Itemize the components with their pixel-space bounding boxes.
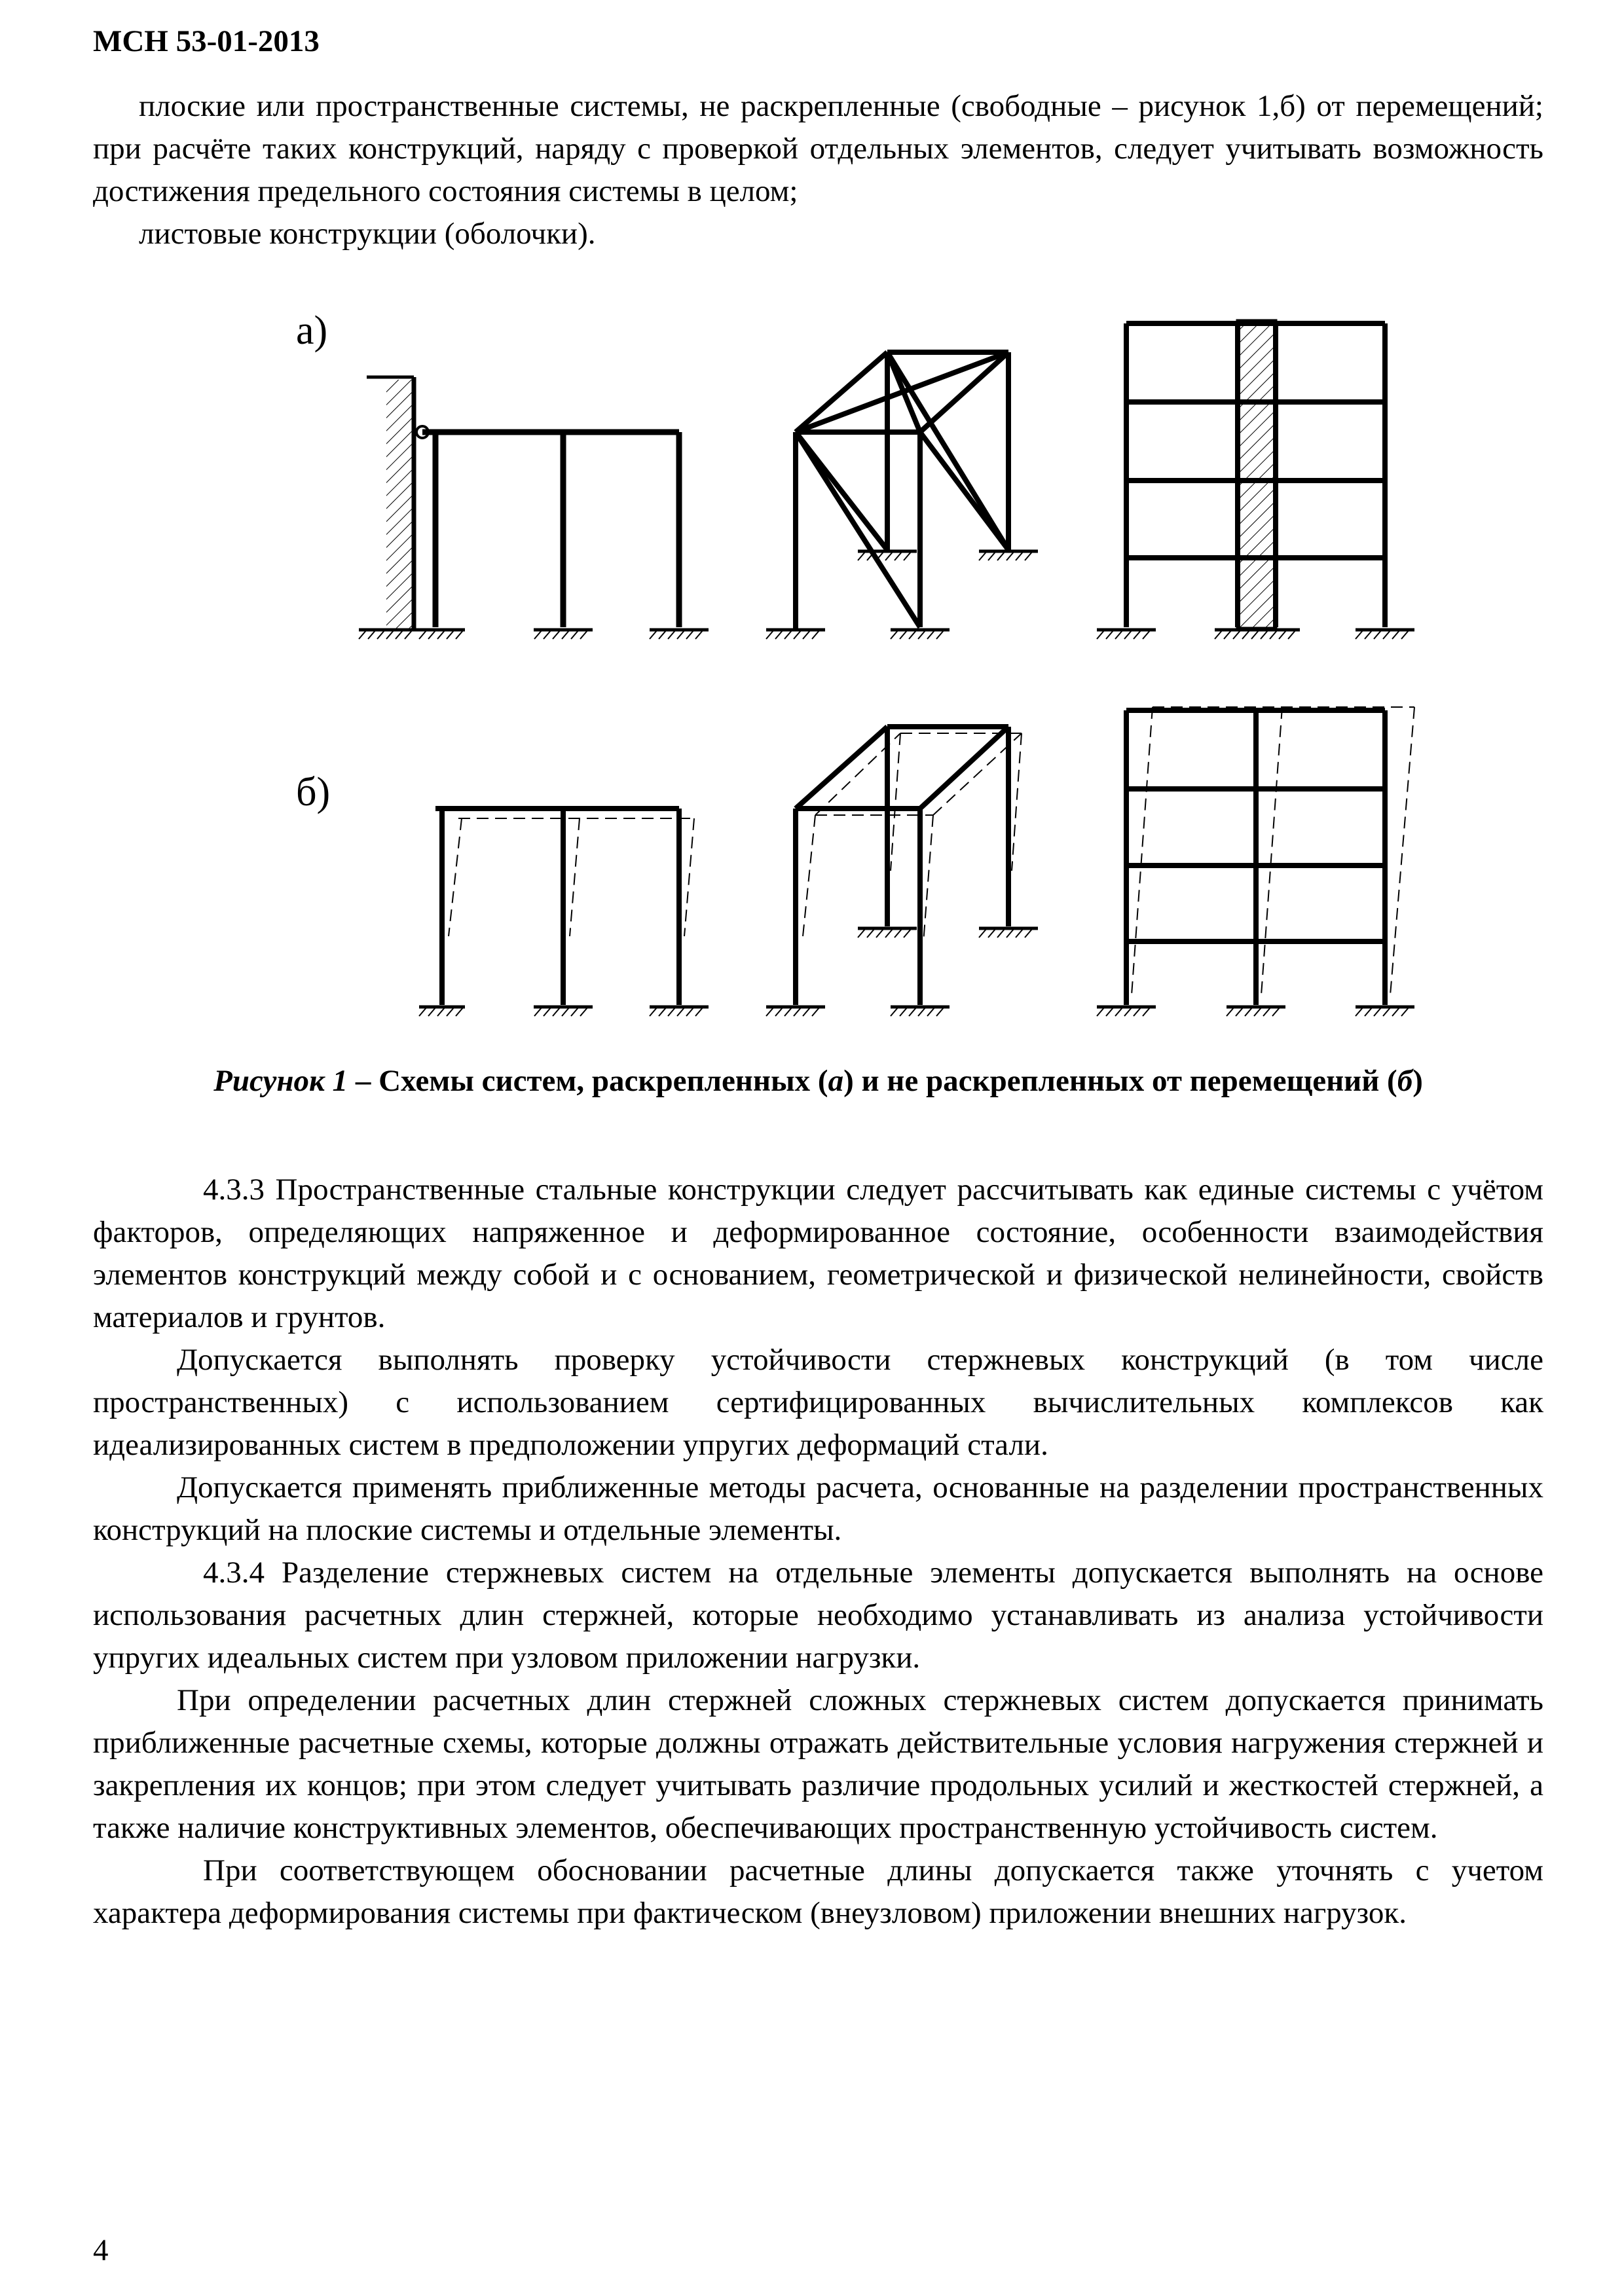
intro-paragraph-1: плоские или пространственные системы, не раскрепленные (свободные – рисунок 1,б) от перемещений; при расчёте таких конструкций, наряду с проверкой отдельных элементов, следует учитывать возможность достижения предельного состояния системы в целом;	[93, 89, 1543, 208]
frame-b1-unbraced	[419, 809, 709, 1016]
figure-1-diagram	[0, 301, 1624, 1034]
figure-caption	[93, 1061, 1543, 1101]
intro-paragraph-2: листовые конструкции (оболочки).	[139, 217, 596, 251]
frame-a3-multistorey-with-core	[1097, 321, 1414, 639]
caption-text-2: ) и не раскрепленных от перемещений (	[843, 1064, 1397, 1098]
paragraph-433-1: 4.3.3 Пространственные стальные конструкции следует рассчитывать как единые системы с учётом факторов, определяющих напряженное и деформированное состояние, особенности взаимодействия элементов конструкций между собой и с основанием, геометрической и физической нелинейности, свойств материалов и грунтов.	[93, 1173, 1543, 1334]
page-number: 4	[93, 2233, 109, 2267]
caption-a: а	[828, 1064, 844, 1098]
frame-a2-spatial-braced	[766, 352, 1038, 639]
paragraph-433-2: Допускается выполнять проверку устойчивости стержневых конструкций (в том числе пространственных) с использованием сертифицированных вычислительных комплексов как идеализированных систем в предположении упругих деформаций стали.	[93, 1343, 1543, 1462]
document-code: МСН 53-01-2013	[93, 24, 320, 58]
body-text	[93, 1169, 1543, 1935]
paragraph-434-3: При соответствующем обосновании расчетные длины допускается также уточнять с учетом характера деформирования системы при фактическом (внеузловом) приложении внешних нагрузок.	[93, 1853, 1543, 1930]
intro-text	[93, 85, 1543, 255]
frame-a1-braced-to-wall	[359, 377, 709, 639]
paragraph-433-3: Допускается применять приближенные методы расчета, основанные на разделении пространственных конструкций на плоские системы и отдельные элементы.	[93, 1470, 1543, 1547]
caption-prefix: Рисунок 1	[213, 1064, 348, 1098]
frame-b2-spatial-unbraced	[766, 727, 1038, 1016]
caption-text-3: )	[1412, 1064, 1423, 1098]
figure-label-a: а)	[296, 308, 328, 353]
paragraph-434-2: При определении расчетных длин стержней сложных стержневых систем допускается принимать приближенные расчетные схемы, которые должны отражать действительные условия нагружения стержней и закрепления их концов; при этом следует учитывать различие продольных усилий и жесткостей стержней, а также наличие конструктивных элементов, обеспечивающих пространственную устойчивость систем.	[93, 1683, 1543, 1845]
figure-label-b: б)	[296, 770, 331, 814]
frame-b3-multistorey-unbraced	[1097, 707, 1414, 1016]
caption-text-1: Схемы систем, раскрепленных (	[378, 1064, 828, 1098]
paragraph-434-1: 4.3.4 Разделение стержневых систем на отдельные элементы допускается выполнять на основе использования расчетных длин стержней, которые необходимо устанавливать из анализа устойчивости упругих идеальных систем при узловом приложении нагрузки.	[93, 1556, 1543, 1675]
caption-b: б	[1397, 1064, 1413, 1098]
caption-dash: –	[348, 1064, 379, 1098]
